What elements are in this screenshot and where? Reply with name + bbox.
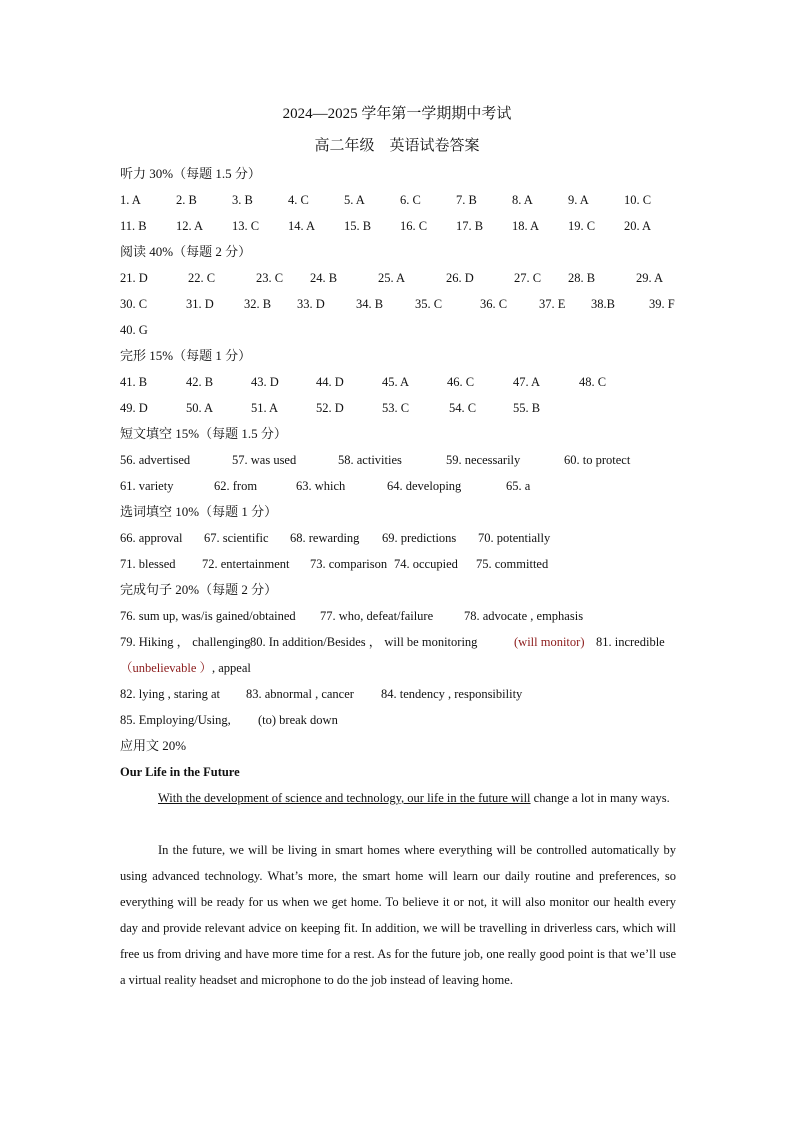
answer-item: 15. B: [344, 219, 372, 233]
answer-item: 13. C: [232, 219, 260, 233]
answer-item: 28. B: [568, 271, 596, 285]
answer-item: 43. D: [251, 375, 279, 389]
answer-item: 11. B: [120, 219, 147, 233]
answer-item: 14. A: [288, 219, 316, 233]
answer-item: 82. lying , staring at: [120, 687, 220, 701]
answer-item: 37. E: [539, 297, 566, 311]
answer-item: 6. C: [400, 193, 421, 207]
answer-item: 21. D: [120, 271, 148, 285]
answer-item: 68. rewarding: [290, 531, 360, 545]
answer-item: 59. necessarily: [446, 453, 521, 467]
sentences-heading: 完成句子 20%（每题 2 分）: [120, 582, 278, 597]
reading-heading: 阅读 40%（每题 2 分）: [120, 244, 252, 259]
answer-item: 48. C: [579, 375, 607, 389]
answer-item: 22. C: [188, 271, 216, 285]
reading-row-3: [120, 322, 148, 338]
answer-item: 71. blessed: [120, 557, 176, 571]
answer-item: 7. B: [456, 193, 477, 207]
alt-answer-note: （unbelievable ）: [120, 661, 212, 675]
answer-item: 75. committed: [476, 557, 549, 571]
answer-item: 52. D: [316, 401, 344, 415]
answer-item: 8. A: [512, 193, 533, 207]
answer-item: 27. C: [514, 271, 542, 285]
answer-item: 81. incredible: [596, 635, 665, 649]
answer-item: 12. A: [176, 219, 204, 233]
answer-item: 42. B: [186, 375, 214, 389]
answer-item: 20. A: [624, 219, 652, 233]
answer-item: 53. C: [382, 401, 410, 415]
exam-title: 2024—2025 学年第一学期期中考试: [282, 106, 512, 122]
answer-item: 46. C: [447, 375, 475, 389]
answer-item: 9. A: [568, 193, 589, 207]
answer-item: 3. B: [232, 193, 253, 207]
answer-item: 35. C: [415, 297, 443, 311]
answer-item: (to) break down: [258, 713, 338, 727]
answer-item: 47. A: [513, 375, 541, 389]
answer-item: 85. Employing/Using,: [120, 713, 231, 727]
answer-item: 62. from: [214, 479, 258, 493]
answer-item: 83. abnormal , cancer: [246, 687, 354, 701]
answer-item: 74. occupied: [394, 557, 458, 571]
answer-item: 16. C: [400, 219, 428, 233]
answer-item: 25. A: [378, 271, 406, 285]
word-choice-heading: 选词填空 10%（每题 1 分）: [120, 504, 278, 519]
answer-item: 56. advertised: [120, 453, 191, 467]
answer-item: 17. B: [456, 219, 484, 233]
answer-item: 54. C: [449, 401, 477, 415]
answer-item: 5. A: [344, 193, 365, 207]
cloze-heading: 完形 15%（每题 1 分）: [120, 348, 252, 363]
answer-item: 4. C: [288, 193, 309, 207]
answer-item: 10. C: [624, 193, 652, 207]
answer-item: 66. approval: [120, 531, 183, 545]
writing-heading: 应用文 20%: [120, 738, 187, 753]
answer-item: 1. A: [120, 193, 141, 207]
exam-subtitle: 高二年级 英语试卷答案: [314, 138, 480, 154]
answer-item: 57. was used: [232, 453, 297, 467]
answer-item: 23. C: [256, 271, 284, 285]
answer-item: 61. variety: [120, 479, 174, 493]
answer-item: 58. activities: [338, 453, 402, 467]
answer-item: 39. F: [649, 297, 675, 311]
answer-item: 50. A: [186, 401, 214, 415]
answer-item: 49. D: [120, 401, 148, 415]
answer-item: 45. A: [382, 375, 410, 389]
essay-paragraph-1: [120, 785, 676, 811]
answer-item: 55. B: [513, 401, 541, 415]
answer-item: 44. D: [316, 375, 344, 389]
answer-item: 32. B: [244, 297, 272, 311]
answer-item: 63. which: [296, 479, 346, 493]
answer-item: 38.B: [591, 297, 615, 311]
answer-item: 76. sum up, was/is gained/obtained: [120, 609, 296, 623]
answer-item: 80. In addition/Besides ， will be monitoring: [250, 635, 478, 649]
answer-item: 29. A: [636, 271, 664, 285]
answer-item: 64. developing: [387, 479, 462, 493]
answer-item: 78. advocate , emphasis: [464, 609, 584, 623]
answer-item: 36. C: [480, 297, 508, 311]
answer-item: 60. to protect: [564, 453, 631, 467]
answer-item: 30. C: [120, 297, 148, 311]
answer-item: 65. a: [506, 479, 531, 493]
answer-item: 2. B: [176, 193, 197, 207]
alt-answer-note: (will monitor): [514, 635, 585, 649]
essay-title: Our Life in the Future: [120, 765, 240, 779]
answer-item: 41. B: [120, 375, 148, 389]
answer-item: 26. D: [446, 271, 474, 285]
answer-item: 73. comparison: [310, 557, 388, 571]
answer-item: 34. B: [356, 297, 384, 311]
answer-item: 33. D: [297, 297, 325, 311]
answer-item: 40. G: [120, 323, 148, 337]
answer-item: 24. B: [310, 271, 338, 285]
answer-item: 79. Hiking ， challenging: [120, 635, 251, 649]
answer-item: 72. entertainment: [202, 557, 290, 571]
essay-paragraph-2: In the future, we will be living in smart homes where everything will be controlled automatically by using advanced technology. What’s more, the smart home will learn our daily routine and preferences, so everything will be ready for us when we get home. To believe it or not, it will also monitor our health every day and provide relevant advice on keeping fit. In addition, we will be travelling in driverless cars, which will free us from driving and have more time for a rest. As for the future job, one really good point is that we’ll use a virtual reality headset and microphone to do the job instead of leaving home.: [120, 843, 676, 987]
paragraph-text: change a lot in many ways.: [530, 791, 670, 805]
answer-item: 67. scientific: [204, 531, 269, 545]
answer-item: 70. potentially: [478, 531, 551, 545]
answer-item: 84. tendency , responsibility: [381, 687, 523, 701]
grammar-fill-heading: 短文填空 15%（每题 1.5 分）: [120, 426, 287, 441]
answer-item: 77. who, defeat/failure: [320, 609, 434, 623]
answer-item: 19. C: [568, 219, 596, 233]
listening-heading: 听力 30%（每题 1.5 分）: [120, 166, 261, 181]
answer-item: 31. D: [186, 297, 214, 311]
answer-item: , appeal: [212, 661, 251, 675]
underlined-sentence: With the development of science and technology, our life in the future will: [158, 791, 531, 805]
sentences-row-81-cont: [120, 660, 251, 676]
answer-item: 51. A: [251, 401, 279, 415]
answer-item: 69. predictions: [382, 531, 457, 545]
answer-item: 18. A: [512, 219, 540, 233]
